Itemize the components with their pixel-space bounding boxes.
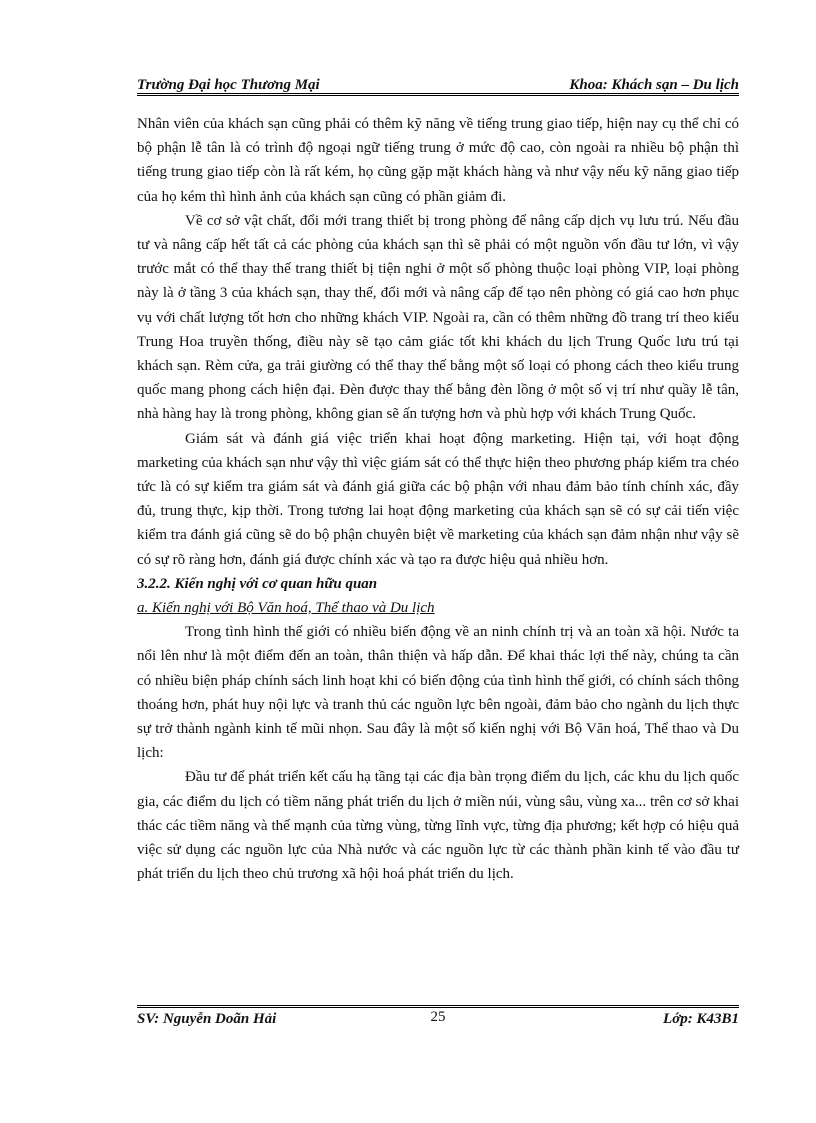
page-number: 25 xyxy=(430,1009,446,1025)
document-body xyxy=(137,112,739,887)
footer-student-name: SV: Nguyễn Doãn Hải xyxy=(137,1011,277,1027)
paragraph-facilities: Về cơ sở vật chất, đổi mới trang thiết bị trong phòng để nâng cấp dịch vụ lưu trú. Nếu đầu tư và nâng cấp hết tất cả các phòng của khách sạn thì sẽ phải có một nguồn vốn đầu tư lớn, vì vậy trước mắt có thể thay thế trang thiết bị tiện nghi ở một số phòng thuộc loại phòng VIP, loại phòng này là ở tầng 3 của khách sạn, thay thế, đổi mới và nâng cấp để tạo nên phòng có giá cao hơn phục vụ với chất lượng tốt hơn cho những khách VIP. Ngoài ra, cần có thêm những đồ trang trí theo kiểu Trung Hoa truyền thống, điều này sẽ tạo cảm giác tốt khi khách du lịch Trung Quốc lưu trú tại khách sạn. Rèm cửa, ga trải giường có thể thay thế bằng một số loại có phong cách theo kiểu trung quốc mang phong cách hiện đại. Đèn được thay thế bằng đèn lồng ở một số vị trí như quầy lễ tân, nhà hàng hay là trong phòng, không gian sẽ ấn tượng hơn và phù hợp với khách Trung Quốc. xyxy=(137,212,739,423)
header-university: Trường Đại học Thương Mại xyxy=(137,77,320,93)
paragraph-marketing-supervision: Giám sát và đánh giá việc triển khai hoạt động marketing. Hiện tại, với hoạt động marketing của khách sạn như vậy thì việc giám sát có thể thực hiện theo phương pháp kiểm tra chéo tức là có sự kiểm tra giám sát và đánh giá giữa các bộ phận với nhau đảm bảo tính chính xác, đầy đủ, trung thực, kịp thời. Trong tương lai hoạt động marketing của khách sạn sẽ có sự cải tiến việc kiểm tra đánh giá cũng sẽ do bộ phận chuyên biệt về marketing của khách sạn đảm nhận như vậy sẽ có sự rõ ràng hơn, đánh giá được chính xác và tạo ra được hiệu quả nhiều hơn. xyxy=(137,430,739,568)
paragraph-infrastructure-investment: Đầu tư để phát triển kết cấu hạ tầng tại các địa bàn trọng điểm du lịch, các khu du lịch quốc gia, các điểm du lịch có tiềm năng phát triển du lịch ở miền núi, vùng sâu, vùng xa... trên cơ sở khai thác các tiềm năng và thế mạnh của từng vùng, từng lĩnh vực, từng địa phương; kết hợp có hiệu quả việc sử dụng các nguồn lực của Nhà nước và các nguồn lực từ các thành phần kinh tế vào đầu tư phát triển du lịch theo chủ trương xã hội hoá phát triển du lịch. xyxy=(137,769,739,883)
page-footer xyxy=(137,1011,739,1031)
header-faculty: Khoa: Khách sạn – Du lịch xyxy=(569,77,739,93)
page-header xyxy=(137,74,739,94)
section-heading-3-2-2: 3.2.2. Kiến nghị với cơ quan hữu quan xyxy=(137,575,378,592)
paragraph-world-situation: Trong tình hình thế giới có nhiều biến động về an ninh chính trị và an toàn xã hội. Nước ta nổi lên như là một điểm đến an toàn, thân thiện và hấp dẫn. Để khai thác lợi thế này, chúng ta cần có nhiều biện pháp chính sách linh hoạt khi có biến động của tình hình thế giới, có chính sách thông thoáng hơn, phát huy nội lực và tranh thủ các nguồn lực bên ngoài, đảm bảo cho ngành du lịch thực sự trở thành ngành kinh tế mũi nhọn. Sau đây là một số kiến nghị với Bộ Văn hoá, Thể thao và Du lịch: xyxy=(137,624,739,762)
subsection-heading-a: a. Kiến nghị với Bộ Văn hoá, Thể thao và Du lịch xyxy=(137,600,435,617)
footer-divider xyxy=(137,1005,739,1008)
header-divider xyxy=(137,93,739,96)
paragraph-staff-language: Nhân viên của khách sạn cũng phải có thêm kỹ năng về tiếng trung giao tiếp, hiện nay cụ thể chỉ có bộ phận lễ tân là có trình độ ngoại ngữ tiếng trung ở mức độ cao, còn ngoài ra nhiều bộ phận thì tiếng trung giao tiếp còn là rất kém, họ cũng gặp mặt khách hàng và như vậy nếu kỹ năng giao tiếp của họ kém thì hình ảnh của khách sạn cũng có phần giảm đi. xyxy=(137,116,739,205)
footer-class: Lớp: K43B1 xyxy=(663,1011,739,1027)
